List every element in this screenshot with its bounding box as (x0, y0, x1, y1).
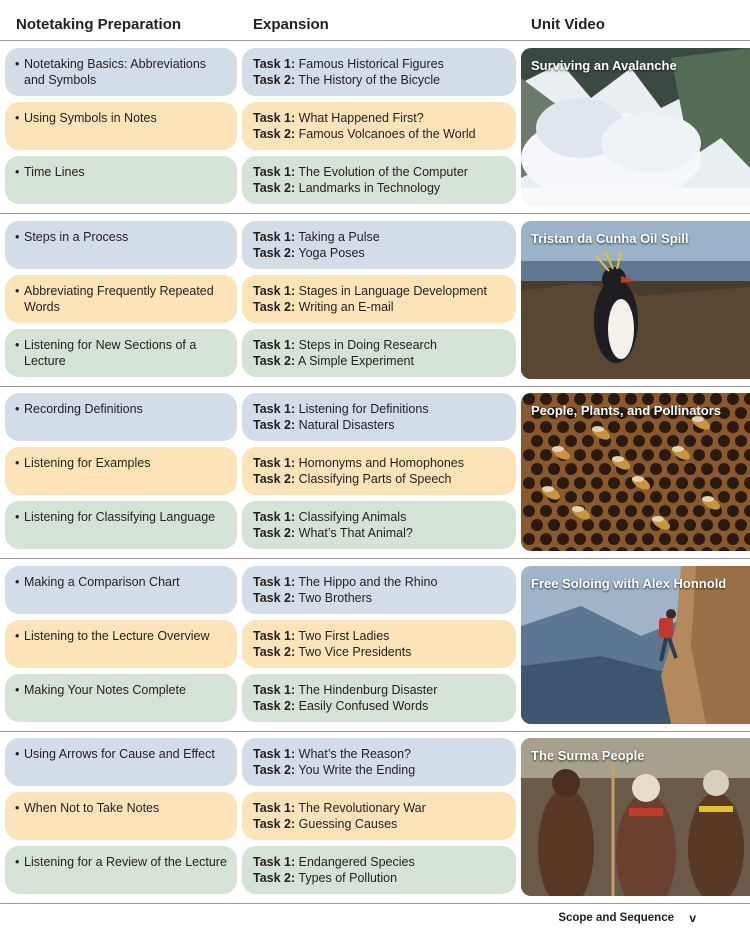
unit-video-title: Free Soloing with Alex Honnold (531, 576, 727, 591)
task2-line (253, 299, 506, 315)
notetaking-skill-label: • Listening for a Review of the Lecture (15, 854, 227, 870)
task1-line (253, 509, 506, 525)
unit-video-thumbnail[interactable] (521, 393, 750, 551)
expansion-tasks (242, 329, 516, 377)
task1-title: Listening for Definitions (298, 402, 429, 416)
unit-video-title: The Surma People (531, 748, 645, 763)
task2-line (253, 471, 506, 487)
task2-line (253, 816, 506, 832)
task1-title: Steps in Doing Research (298, 338, 437, 352)
task1-line (253, 854, 506, 870)
task1-line (253, 283, 506, 299)
notetaking-skill-label: • Listening to the Lecture Overview (15, 628, 227, 644)
task2-line (253, 353, 506, 369)
expansion-tasks (242, 792, 516, 840)
notetaking-skill (5, 501, 237, 549)
unit-divider (0, 558, 750, 559)
task1-title: Taking a Pulse (298, 230, 380, 244)
unit-divider (0, 731, 750, 732)
task1-title: The Hippo and the Rhino (298, 575, 438, 589)
task1-label: Task 1: (253, 629, 296, 643)
notetaking-skill (5, 393, 237, 441)
unit-video-thumbnail[interactable] (521, 566, 750, 724)
task1-line (253, 110, 506, 126)
task1-title: Two First Ladies (298, 629, 390, 643)
task2-label: Task 2: (253, 871, 296, 885)
unit-video-title: Surviving an Avalanche (531, 58, 677, 73)
task2-line (253, 762, 506, 778)
notetaking-skill (5, 329, 237, 377)
task2-label: Task 2: (253, 645, 296, 659)
expansion-tasks (242, 156, 516, 204)
task1-label: Task 1: (253, 402, 296, 416)
unit-divider (0, 386, 750, 387)
task2-label: Task 2: (253, 73, 296, 87)
task2-title: Natural Disasters (298, 418, 395, 432)
task1-label: Task 1: (253, 57, 296, 71)
task1-line (253, 628, 506, 644)
expansion-tasks (242, 275, 516, 323)
task1-line (253, 574, 506, 590)
notetaking-skill-label: • Listening for Classifying Language (15, 509, 227, 525)
unit-video-thumbnail[interactable] (521, 221, 750, 379)
expansion-tasks (242, 393, 516, 441)
footer-title: Scope and Sequence (558, 912, 674, 924)
task2-title: Writing an E-mail (298, 300, 394, 314)
notetaking-skill (5, 738, 237, 786)
task2-title: Classifying Parts of Speech (298, 472, 452, 486)
task1-title: Stages in Language Development (298, 284, 487, 298)
expansion-tasks (242, 674, 516, 722)
task2-title: Famous Volcanoes of the World (298, 127, 476, 141)
notetaking-skill (5, 846, 237, 894)
task2-title: Two Vice Presidents (298, 645, 412, 659)
notetaking-skill-label: • Making Your Notes Complete (15, 682, 227, 698)
task1-line (253, 682, 506, 698)
footer-divider (0, 903, 750, 904)
task2-label: Task 2: (253, 526, 296, 540)
notetaking-skill (5, 674, 237, 722)
task1-line (253, 746, 506, 762)
expansion-tasks (242, 846, 516, 894)
task2-title: What’s That Animal? (298, 526, 413, 540)
task1-title: Endangered Species (298, 855, 415, 869)
task2-title: Guessing Causes (298, 817, 398, 831)
task2-line (253, 126, 506, 142)
notetaking-header: Notetaking Preparation (16, 16, 182, 33)
unit-video-thumbnail[interactable] (521, 738, 750, 896)
task2-label: Task 2: (253, 418, 296, 432)
expansion-tasks (242, 566, 516, 614)
task2-label: Task 2: (253, 354, 296, 368)
notetaking-skill (5, 156, 237, 204)
page-number: v (689, 911, 696, 925)
task2-line (253, 590, 506, 606)
task2-title: You Write the Ending (298, 763, 416, 777)
task1-title: The Evolution of the Computer (298, 165, 468, 179)
task2-line (253, 870, 506, 886)
notetaking-skill (5, 447, 237, 495)
unit-video-title: Tristan da Cunha Oil Spill (531, 231, 689, 246)
notetaking-skill-label: • Steps in a Process (15, 229, 227, 245)
task1-line (253, 337, 506, 353)
task1-line (253, 401, 506, 417)
task1-title: The Revolutionary War (298, 801, 426, 815)
unit-video-header: Unit Video (531, 16, 605, 33)
task1-label: Task 1: (253, 284, 296, 298)
task2-title: A Simple Experiment (297, 354, 414, 368)
expansion-tasks (242, 447, 516, 495)
unit-video-title: People, Plants, and Pollinators (531, 403, 721, 418)
expansion-tasks (242, 102, 516, 150)
task1-line (253, 56, 506, 72)
task1-label: Task 1: (253, 230, 296, 244)
notetaking-skill-label: • Listening for Examples (15, 455, 227, 471)
expansion-tasks (242, 738, 516, 786)
task2-label: Task 2: (253, 591, 296, 605)
task2-title: The History of the Bicycle (298, 73, 441, 87)
task2-label: Task 2: (253, 817, 296, 831)
notetaking-skill-label: • Notetaking Basics: Abbreviations and Symbols (15, 56, 227, 88)
task2-title: Types of Pollution (298, 871, 398, 885)
task1-label: Task 1: (253, 111, 296, 125)
task2-line (253, 180, 506, 196)
task2-label: Task 2: (253, 699, 296, 713)
task2-title: Easily Confused Words (298, 699, 429, 713)
header-divider (0, 40, 750, 41)
task2-line (253, 417, 506, 433)
task2-title: Yoga Poses (298, 246, 365, 260)
notetaking-skill (5, 620, 237, 668)
expansion-tasks (242, 221, 516, 269)
task2-label: Task 2: (253, 300, 296, 314)
notetaking-skill-label: • Recording Definitions (15, 401, 227, 417)
task2-line (253, 698, 506, 714)
task2-label: Task 2: (253, 127, 296, 141)
task2-label: Task 2: (253, 246, 296, 260)
task1-label: Task 1: (253, 165, 296, 179)
notetaking-skill (5, 102, 237, 150)
task1-line (253, 455, 506, 471)
task2-title: Landmarks in Technology (298, 181, 441, 195)
task2-line (253, 245, 506, 261)
expansion-tasks (242, 620, 516, 668)
task1-label: Task 1: (253, 801, 296, 815)
task1-label: Task 1: (253, 510, 296, 524)
task1-title: The Hindenburg Disaster (298, 683, 438, 697)
task1-title: What Happened First? (298, 111, 424, 125)
expansion-tasks (242, 48, 516, 96)
notetaking-skill-label: • Using Symbols in Notes (15, 110, 227, 126)
notetaking-skill-label: • Time Lines (15, 164, 227, 180)
expansion-tasks (242, 501, 516, 549)
expansion-header: Expansion (253, 16, 329, 33)
task2-line (253, 72, 506, 88)
task1-label: Task 1: (253, 747, 296, 761)
task1-label: Task 1: (253, 338, 296, 352)
notetaking-skill-label: • Making a Comparison Chart (15, 574, 227, 590)
task1-title: Famous Historical Figures (298, 57, 444, 71)
task2-title: Two Brothers (298, 591, 373, 605)
notetaking-skill (5, 566, 237, 614)
task2-label: Task 2: (253, 181, 296, 195)
notetaking-skill (5, 221, 237, 269)
notetaking-skill-label: • When Not to Take Notes (15, 800, 227, 816)
task1-title: Classifying Animals (298, 510, 407, 524)
task1-line (253, 800, 506, 816)
task1-label: Task 1: (253, 855, 296, 869)
task2-label: Task 2: (253, 763, 296, 777)
task2-label: Task 2: (253, 472, 296, 486)
unit-divider (0, 213, 750, 214)
task1-label: Task 1: (253, 575, 296, 589)
notetaking-skill (5, 792, 237, 840)
notetaking-skill-label: • Listening for New Sections of a Lecture (15, 337, 227, 369)
task1-label: Task 1: (253, 683, 296, 697)
task2-line (253, 644, 506, 660)
task1-line (253, 229, 506, 245)
task1-title: What’s the Reason? (298, 747, 411, 761)
notetaking-skill-label: • Abbreviating Frequently Repeated Words (15, 283, 227, 315)
notetaking-skill-label: • Using Arrows for Cause and Effect (15, 746, 227, 762)
task2-line (253, 525, 506, 541)
notetaking-skill (5, 275, 237, 323)
notetaking-skill (5, 48, 237, 96)
task1-line (253, 164, 506, 180)
task1-title: Homonyms and Homophones (298, 456, 465, 470)
task1-label: Task 1: (253, 456, 296, 470)
unit-video-thumbnail[interactable] (521, 48, 750, 206)
